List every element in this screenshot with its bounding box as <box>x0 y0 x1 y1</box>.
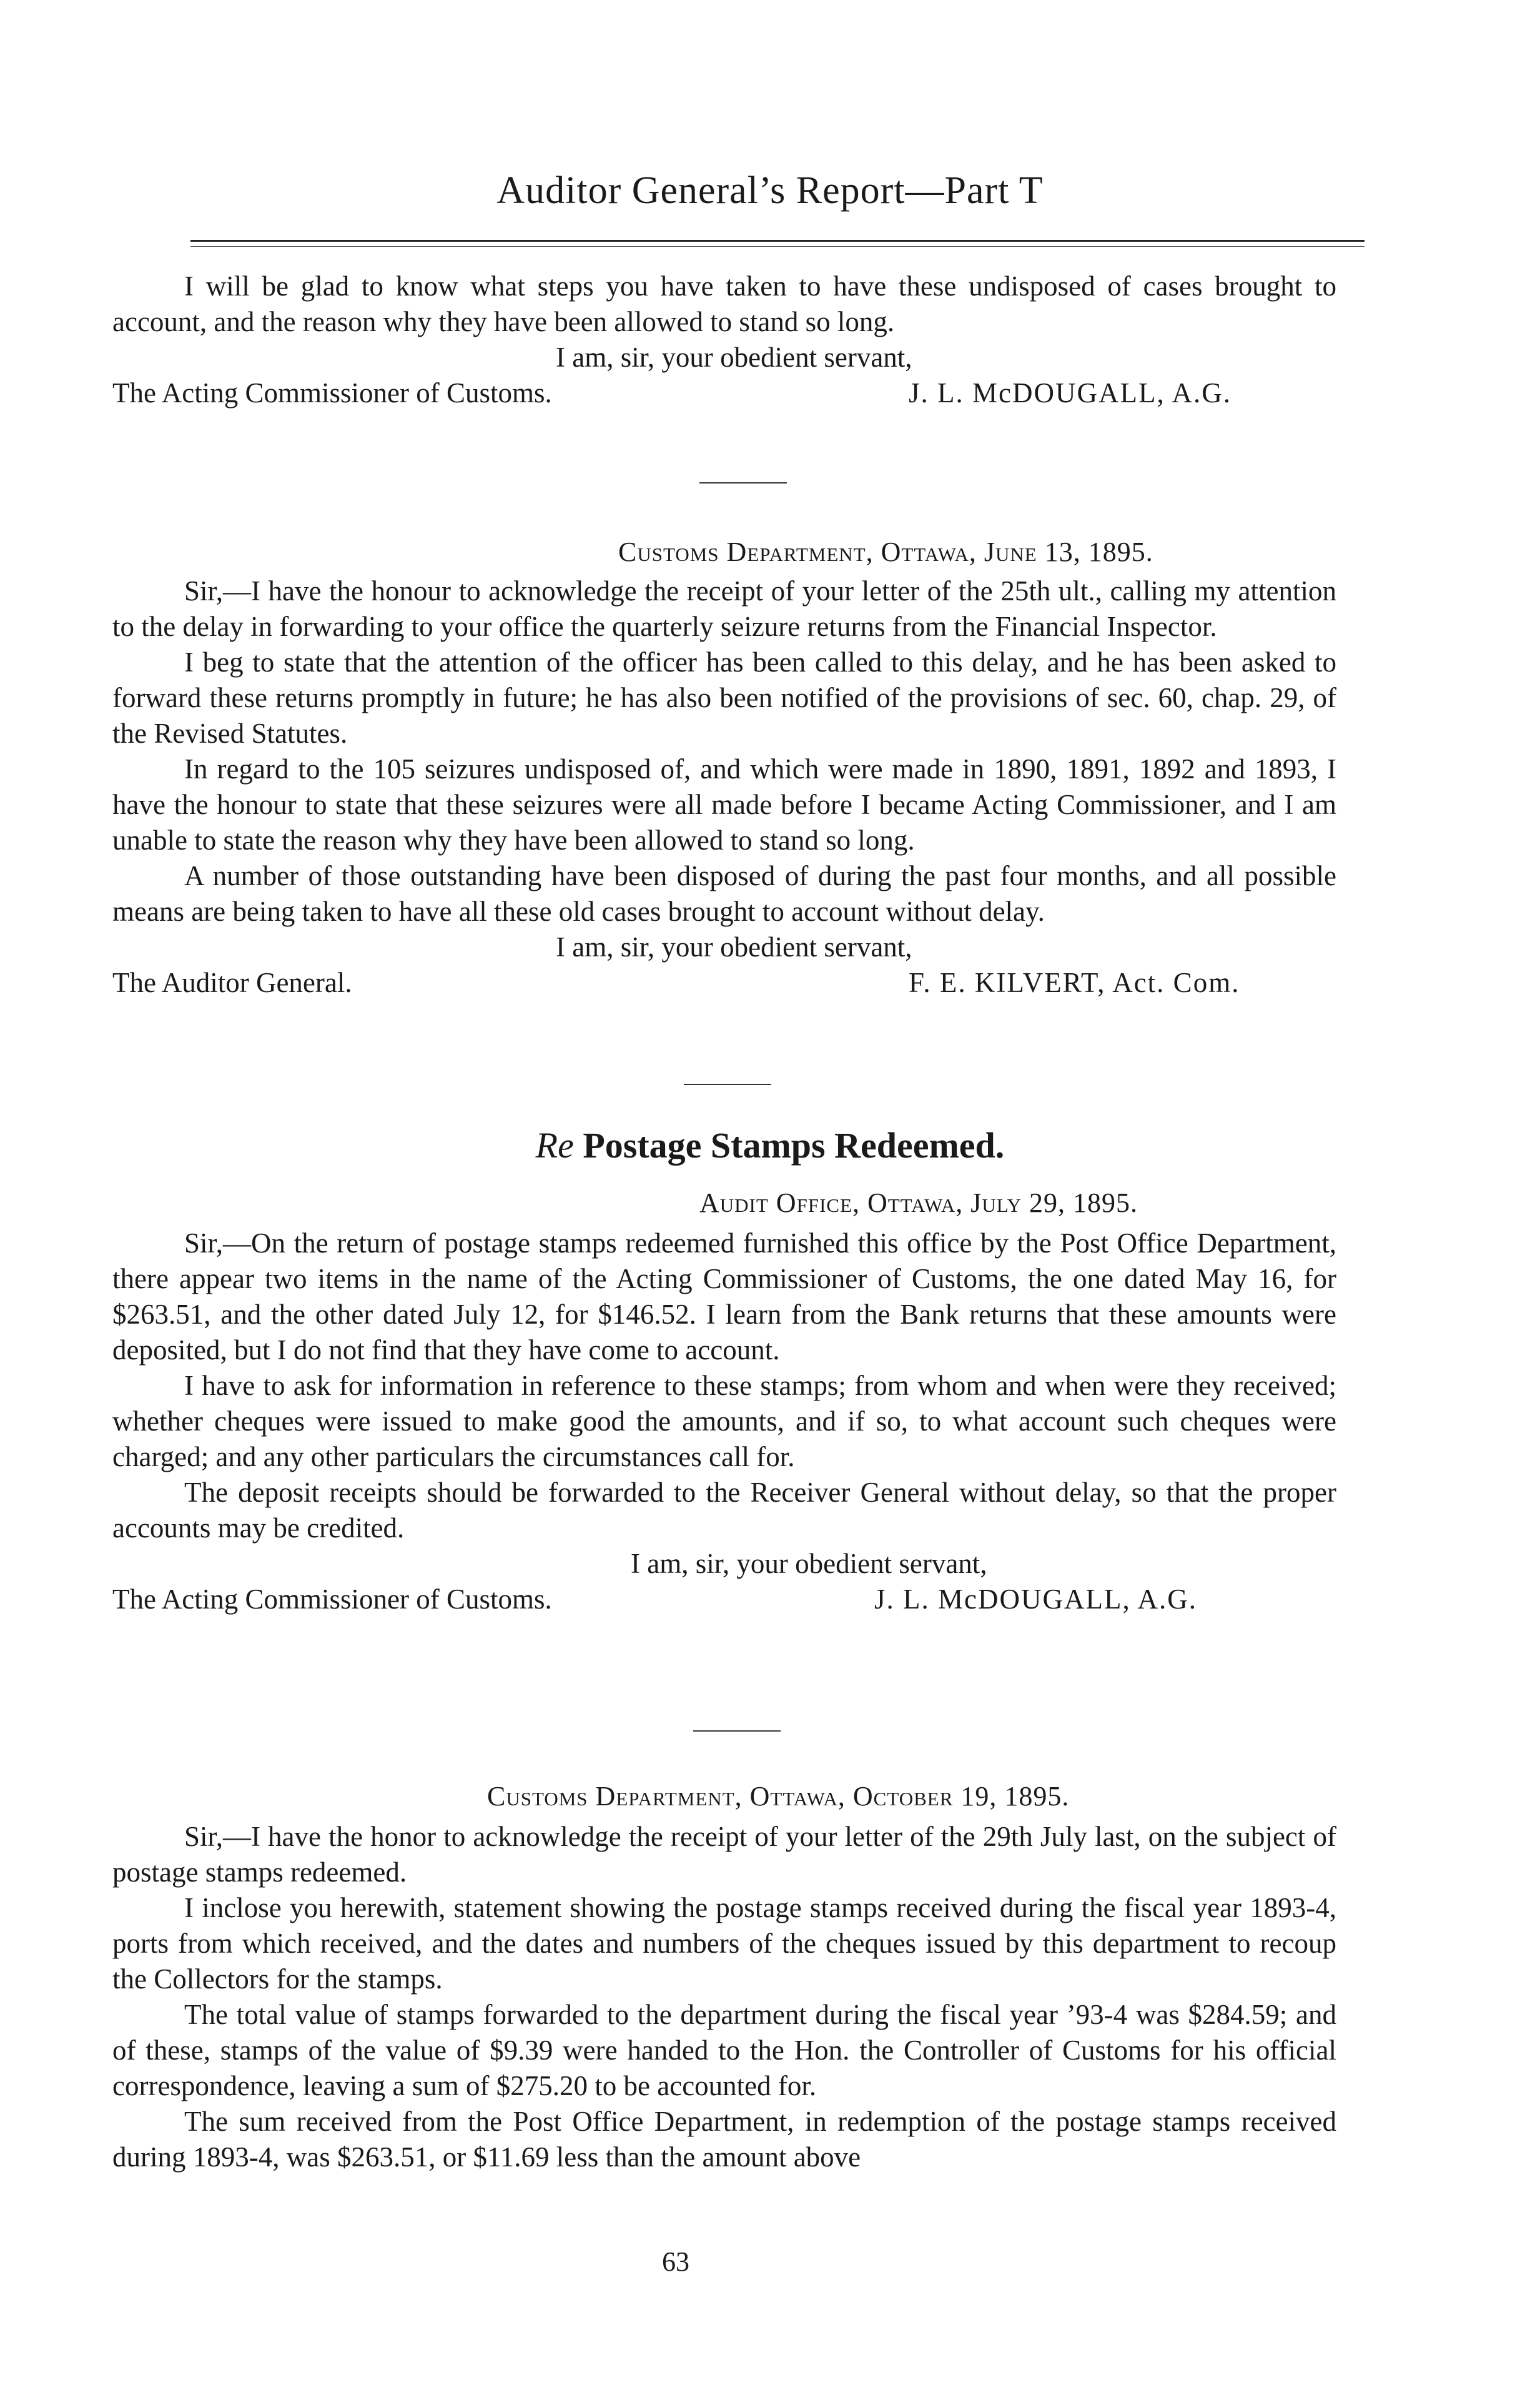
section-title-prefix: Re <box>535 1125 574 1166</box>
section-title <box>0 1124 1540 1166</box>
header-rule-thin <box>190 246 1365 247</box>
letter-4-paragraph-4: The sum received from the Post Office Department, in redemption of the postage stamps received during 1893-4, was $263.51, or $11.69 less than the amount above <box>112 2106 1336 2173</box>
letter-1 <box>112 269 1336 414</box>
letter-2-addressee: The Auditor General. <box>112 967 352 998</box>
letter-4-paragraph-3: The total value of stamps forwarded to the department during the fiscal year ’93-4 was $284.59; and of these, stamps of the value of $9.39 were handed to the Hon. the Controller of Customs for his official correspondence, leaving a sum of $275.20 to be accounted for. <box>112 1999 1336 2101</box>
page-number: 63 <box>662 2246 689 2277</box>
header-rule <box>190 240 1365 242</box>
letter-2-closing: I am, sir, your obedient servant, <box>556 931 912 963</box>
letter-1-signature: J. L. McDOUGALL, A.G. <box>909 377 1232 409</box>
letter-3-dateline: Audit Office, Ottawa, July 29, 1895. <box>699 1188 1138 1218</box>
letter-3-paragraph-1: Sir,—On the return of postage stamps redeemed furnished this office by the Post Office Department, there appear two items in the name of the Acting Commissioner of Customs, the one dated May 16, for $263.51, and the other dated July 12, for $146.52. I learn from the Bank returns that these amounts were deposited, but I do not find that they have come to account. <box>112 1227 1336 1366</box>
letter-3-paragraph-3: The deposit receipts should be forwarded to the Receiver General without delay, so that the proper accounts may be credited. <box>112 1477 1336 1544</box>
separator-rule <box>693 1730 781 1732</box>
letter-3 <box>112 1226 1336 1620</box>
letter-4 <box>112 1819 1336 2175</box>
letter-1-closing: I am, sir, your obedient servant, <box>556 342 912 373</box>
letter-3-paragraph-2: I have to ask for information in reference to these stamps; from whom and when were they received; whether cheques were issued to make good the amounts, and if so, to what account such cheques were charged; and any other particulars the circumstances call for. <box>112 1370 1336 1472</box>
letter-2-signature-row <box>112 965 1336 1004</box>
letter-2-paragraph-2: I beg to state that the attention of the officer has been called to this delay, and he has been asked to forward these returns promptly in future; he has also been notified of the provisions of sec. 60, chap. 29, of the Revised Statutes. <box>112 647 1336 749</box>
letter-2-paragraph-3: In regard to the 105 seizures undisposed of, and which were made in 1890, 1891, 1892 and 1893, I have the honour to state that these seizures were all made before I became Acting Commissioner, and I am unable to state the reason why they have been allowed to stand so long. <box>112 753 1336 856</box>
separator-rule <box>684 1084 771 1085</box>
letter-1-signature-row <box>112 375 1336 414</box>
letter-2-signature: F. E. KILVERT, Act. Com. <box>909 967 1240 998</box>
letter-2 <box>112 573 1336 1004</box>
separator-rule <box>699 482 787 483</box>
letter-1-paragraph: I will be glad to know what steps you have taken to have these undisposed of cases brought to account, and the reason why they have been allowed to stand so long. <box>112 270 1336 337</box>
section-title-text: Postage Stamps Redeemed. <box>583 1125 1005 1166</box>
letter-4-paragraph-2: I inclose you herewith, statement showing the postage stamps received during the fiscal year 1893-4, ports from which received, and the dates and numbers of the cheques issued by this department to recoup the Collectors for the stamps. <box>112 1892 1336 1995</box>
letter-3-addressee: The Acting Commissioner of Customs. <box>112 1584 552 1615</box>
letter-3-closing: I am, sir, your obedient servant, <box>631 1548 987 1579</box>
letter-2-paragraph-4: A number of those outstanding have been disposed of during the past four months, and all possible means are being taken to have all these old cases brought to account without delay. <box>112 860 1336 927</box>
letter-3-signature-row <box>112 1582 1336 1620</box>
letter-2-paragraph-1: Sir,—I have the honour to acknowledge the receipt of your letter of the 25th ult., calling my attention to the delay in forwarding to your office the quarterly seizure returns from the Financial Inspector. <box>112 575 1336 642</box>
letter-3-signature: J. L. McDOUGALL, A.G. <box>874 1584 1197 1615</box>
letter-1-addressee: The Acting Commissioner of Customs. <box>112 377 552 409</box>
letter-2-dateline: Customs Department, Ottawa, June 13, 1895. <box>618 537 1153 567</box>
letter-4-dateline: Customs Department, Ottawa, October 19, 1895. <box>487 1781 1070 1812</box>
letter-4-paragraph-1: Sir,—I have the honor to acknowledge the receipt of your letter of the 29th July last, on the subject of postage stamps redeemed. <box>112 1821 1336 1888</box>
running-header: Auditor General’s Report—Part T <box>496 169 1044 212</box>
